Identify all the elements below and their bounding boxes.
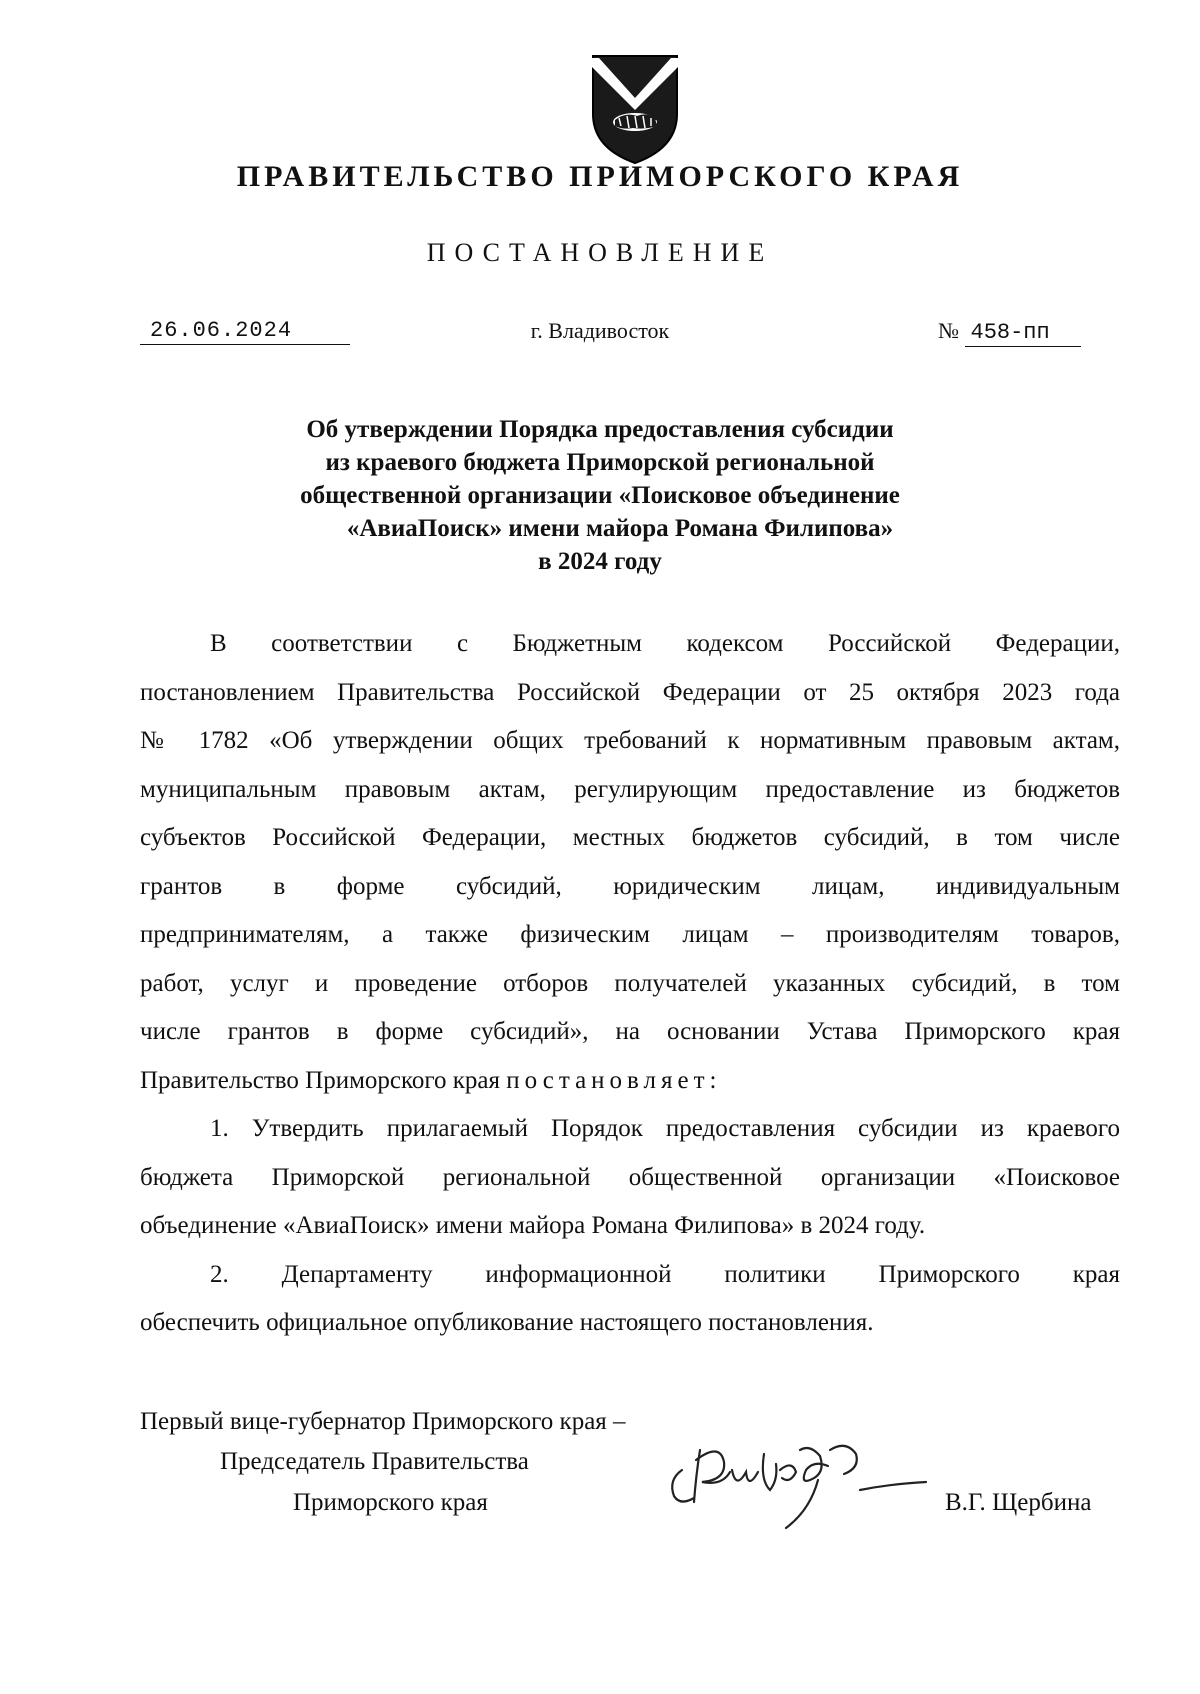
- coat-of-arms-icon: [585, 52, 685, 167]
- signer-position-line: Приморского края: [293, 1489, 488, 1516]
- item-2-line: обеспечить официальное опубликование настоящего постановления.: [140, 1309, 874, 1336]
- document-type: ПОСТАНОВЛЕНИЕ: [426, 238, 774, 267]
- title-line: в 2024 году: [538, 548, 662, 575]
- item-1-line: бюджета Приморской региональной общественной организации «Поисковое: [140, 1163, 1120, 1191]
- signer-position-line: Первый вице-губернатор Приморского края –: [140, 1408, 626, 1435]
- title-line: общественной организации «Поисковое объединение: [300, 482, 900, 509]
- signer-position-line: Председатель Правительства: [220, 1448, 529, 1475]
- body-line: предпринимателям, а также физическим лицам – производителям товаров,: [140, 921, 1120, 948]
- handwritten-signature-icon: [660, 1420, 930, 1540]
- document-body: [140, 620, 1120, 1348]
- body-line: муниципальным правовым актам, регулирующим предоставление из бюджетов: [140, 775, 1120, 803]
- body-line: [140, 1057, 1120, 1106]
- organization-heading: ПРАВИТЕЛЬСТВО ПРИМОРСКОГО КРАЯ: [236, 160, 964, 193]
- item-1-line: 1. Утвердить прилагаемый Порядок предоставления субсидии из краевого: [210, 1115, 1120, 1142]
- document-number: [938, 318, 1081, 347]
- number-prefix: №: [938, 318, 959, 343]
- body-line: грантов в форме субсидий, юридическим лицам, индивидуальным: [140, 872, 1120, 900]
- body-line: работ, услуг и проведение отборов получателей указанных субсидий, в том: [140, 969, 1120, 997]
- decree-word: постановляет:: [506, 1066, 722, 1094]
- document-city: г. Владивосток: [530, 318, 670, 343]
- preamble-subject: Правительство Приморского края: [140, 1066, 500, 1094]
- title-line: из краевого бюджета Приморской региональной: [325, 449, 875, 476]
- document-title: [0, 413, 1200, 578]
- title-line: Об утверждении Порядка предоставления субсидии: [306, 416, 894, 443]
- body-line: В соответствии с Бюджетным кодексом Российской Федерации,: [210, 630, 1120, 657]
- body-line: № 1782 «Об утверждении общих требований к нормативным правовым актам,: [140, 727, 1120, 754]
- document-date: 26.06.2024: [140, 318, 350, 345]
- body-line: постановлением Правительства Российской Федерации от 25 октября 2023 года: [140, 678, 1120, 706]
- number-value: 458-пп: [965, 320, 1081, 347]
- signer-name: В.Г. Щербина: [945, 1489, 1092, 1516]
- body-line: субъектов Российской Федерации, местных бюджетов субсидий, в том числе: [140, 824, 1120, 851]
- title-line: «АвиаПоиск» имени майора Романа Филипова»: [346, 515, 894, 542]
- body-line: числе грантов в форме субсидий», на основании Устава Приморского края: [140, 1018, 1120, 1045]
- item-2-line: 2. Департаменту информационной политики Приморского края: [210, 1260, 1120, 1288]
- item-1-line: объединение «АвиаПоиск» имени майора Романа Филипова» в 2024 году.: [140, 1212, 926, 1239]
